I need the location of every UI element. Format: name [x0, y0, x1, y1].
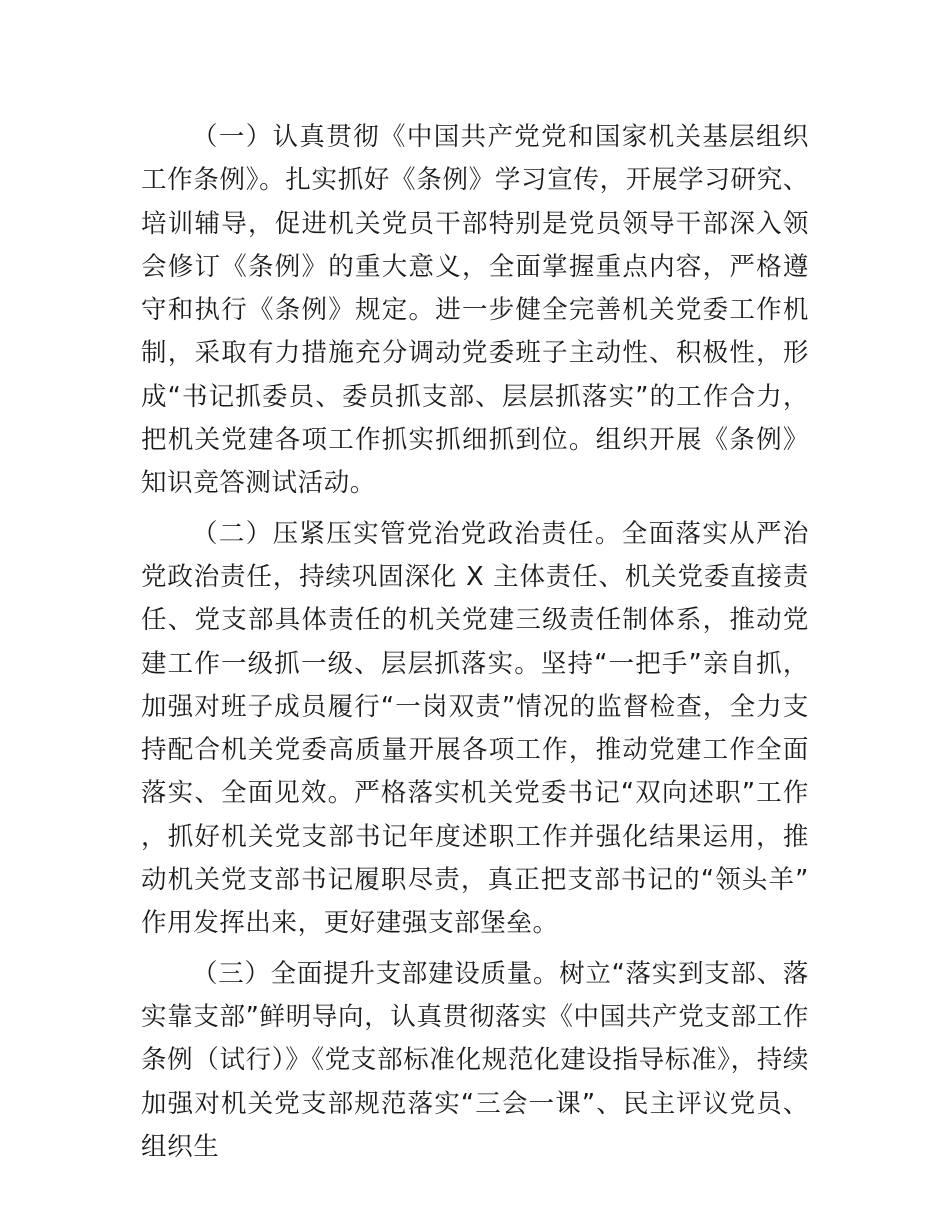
paragraph-2: （二）压紧压实管党治党政治责任。全面落实从严治党政治责任，持续巩固深化 X 主体责任、机关党委直接责任、党支部具体责任的机关党建三级责任制体系，推动党建工作一级抓一级、层层抓落实。坚持“一把手”亲自抓，加强对班子成员履行“一岗双责”情况的监督检查，全力支持配合机关党委高质量开展各项工作，推动党建工作全面落实、全面见效。严格落实机关党委书记“双向述职”工作，抓好机关党支部书记年度述职工作并强化结果运用，推动机关党支部书记履职尽责，真正把支部书记的“领头羊”作用发挥出来，更好建强支部堡垒。: [141, 518, 809, 939]
paragraph-3: （三）全面提升支部建设质量。树立“落实到支部、落实靠支部”鲜明导向，认真贯彻落实《中国共产党支部工作条例（试行）》《党支部标准化规范化建设指导标准》，持续加强对机关党支部规范落实“三会一课”、民主评议党员、组织生: [141, 958, 809, 1162]
document-body: [141, 116, 809, 1169]
paragraph-1: （一）认真贯彻《中国共产党党和国家机关基层组织工作条例》。扎实抓好《条例》学习宣传，开展学习研究、培训辅导，促进机关党员干部特别是党员领导干部深入领会修订《条例》的重大意义，全面掌握重点内容，严格遵守和执行《条例》规定。进一步健全完善机关党委工作机制，采取有力措施充分调动党委班子主动性、积极性，形成“书记抓委员、委员抓支部、层层抓落实”的工作合力，把机关党建各项工作抓实抓细抓到位。组织开展《条例》知识竞答测试活动。: [141, 122, 809, 499]
